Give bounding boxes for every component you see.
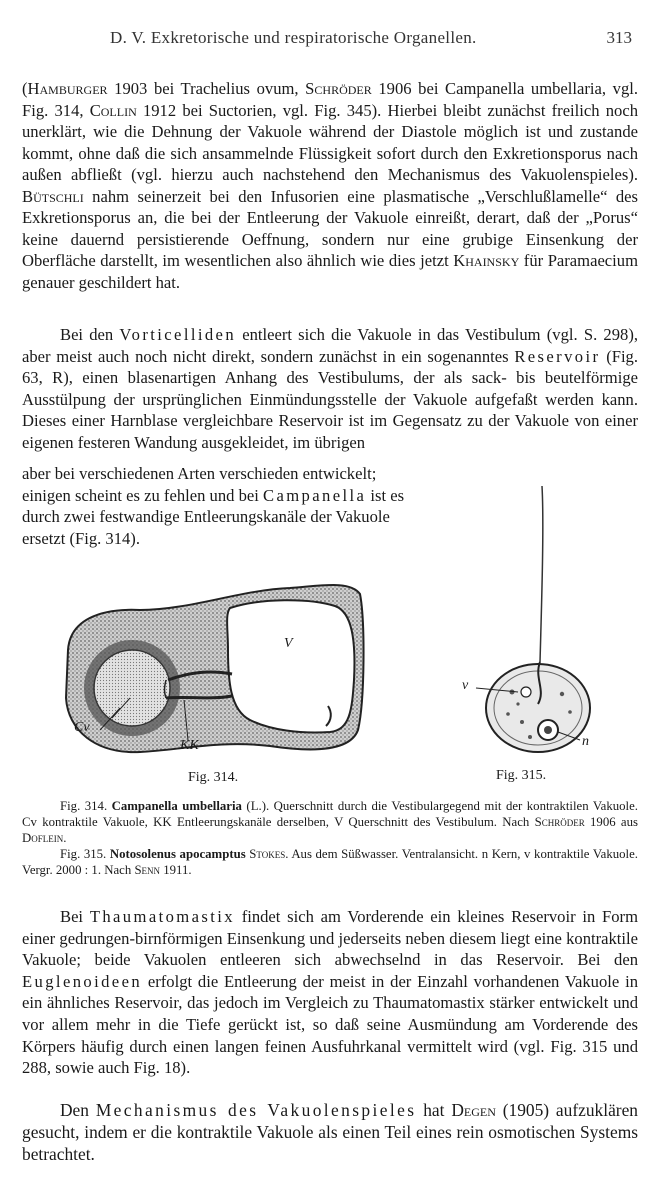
term-reservoir: Reservoir bbox=[514, 346, 601, 366]
paragraph-3-text: Bei Thaumatomastix findet sich am Vorderende ein kleines Reservoir in Form einer gedrungen-birnförmigen Einsenkung und jederseits neben diesem liegt eine kontraktile Vakuole; beide Vakuolen entleeren sich abwechselnd in das Reservoir. Bei den Euglenoideen erfolgt die Entleerung der meist in der Einzahl vorhandenen Vakuole in ein ähnliches Reservoir, das jedoch im Vergleich zu Thaumatomastix stärker entwickelt und vor allem mehr in die Tiefe gerückt ist, so daß seine Ausmündung am Vorderende des Körpers häufig durch einen langen feinen Ausfuhrkanal vermittelt wird (vgl. Fig. 315 und 288, sowie auch Fig. 18). bbox=[22, 907, 638, 1078]
figure-314-drawing bbox=[60, 580, 390, 760]
term-vorticelliden: Vorticelliden bbox=[119, 325, 237, 344]
author-collin: Collin bbox=[89, 100, 137, 120]
author-hamburger: Hamburger bbox=[27, 79, 108, 98]
paragraph-2-wrapped-text: aber bei verschiedenen Arten verschieden entwickelt; einigen scheint es zu fehlen und bei Campanella ist es durch zwei festwandige Entleerungskanäle der Vakuole ersetzt (Fig. 314). bbox=[22, 464, 405, 548]
term-thaumatomastix: Thaumatomastix bbox=[89, 907, 235, 926]
paragraph-2-text: Bei den Vorticelliden entleert sich die Vakuole in das Vestibulum (vgl. S. 298), aber meist auch noch nicht direkt, sondern zunächst in ein sogenanntes Reservoir (Fig. 63, R), einen blasenartigen Anhang des Vestibulums, der als sack- bis beutelförmige Ausstülpung der ursprünglichen Einmündungsstelle der Vakuole aufgefaßt werden kann. Dieses einer Harnblase vergleichbare Reservoir ist im Gegensatz zu der Vakuole von einer eigenen festeren Wandung ausgekleidet, im übrigen bbox=[22, 325, 639, 452]
figure-314 bbox=[60, 580, 390, 760]
figure-315 bbox=[442, 482, 602, 762]
figure-315-label: Fig. 315. bbox=[496, 768, 547, 783]
paragraph-1 bbox=[22, 78, 638, 293]
author-schroeder: Schröder bbox=[305, 79, 372, 98]
figure-314-label: Fig. 314. bbox=[188, 770, 239, 785]
caption-315 bbox=[22, 846, 638, 878]
fig314-label-Cv: Cv bbox=[74, 720, 90, 735]
figure-315-drawing bbox=[442, 482, 602, 762]
term-campanella: Campanella bbox=[263, 485, 367, 505]
author-degen: Degen bbox=[451, 1100, 496, 1120]
fig314-label-V: V bbox=[284, 636, 293, 651]
caption-314-species: Campanella umbellaria bbox=[111, 799, 242, 813]
author-khainsky: Khainsky bbox=[453, 251, 520, 270]
fig315-label-v: v bbox=[462, 678, 469, 693]
paragraph-1-text: (Hamburger 1903 bei Trachelius ovum, Schröder 1906 bei Campanella umbellaria, vgl. Fig. 314, Collin 1912 bei Suctorien, vgl. Fig. 345). Hierbei bleibt zunächst freilich noch unerklärt, wie die Dehnung der Vakuole während der Diastole möglich ist und zustande kommt, ohne daß die sich ansammelnde Flüssigkeit sofort durch den Exkretionsporus nach außen abfließt (vgl. hierzu auch nachstehend den Mechanismus des Vakuolenspieles). Bütschli nahm seinerzeit bei den Infusorien eine plasmatische „Verschlußlamelle“ des Exkretionsporus an, die bei der Entleerung der Vakuole einreißt, derart, daß der „Porus“ keine dauernd persistierende Oeffnung, sondern nur eine grubige Einsenkung der Oberfläche darstellt, im wesentlichen also ähnlich wie dies jetzt Khainsky für Paramaecium genauer geschildert hat. bbox=[22, 79, 638, 292]
term-euglenoideen: Euglenoideen bbox=[22, 971, 143, 991]
fig315-label-n: n bbox=[582, 734, 589, 749]
caption-315-text: Fig. 315. Notosolenus apocamptus Stokes. Aus dem Süßwasser. Ventralansicht. n Kern, v kontraktile Vakuole. Vergr. 2000 : 1. Nach Senn 1911. bbox=[22, 847, 638, 877]
running-title: D. V. Exkretorische und respiratorische Organellen. bbox=[110, 28, 477, 47]
page-number: 313 bbox=[606, 28, 632, 47]
running-header bbox=[24, 28, 636, 54]
caption-314-text: Fig. 314. Campanella umbellaria (L.). Querschnitt durch die Vestibulargegend mit der kontraktilen Vakuole. Cv kontraktile Vakuole, KK Entleerungskanäle derselben, V Querschnitt des Vestibulum. Nach Schröder 1906 aus Doflein. bbox=[22, 799, 638, 845]
fig314-label-KK: KK bbox=[180, 738, 199, 753]
paragraph-2-wrapped bbox=[22, 463, 406, 549]
caption-315-species: Notosolenus apocamptus bbox=[109, 847, 246, 861]
caption-314 bbox=[22, 798, 638, 846]
author-buetschli: Bütschli bbox=[22, 186, 84, 206]
paragraph-2 bbox=[22, 324, 638, 453]
term-mechanismus: Mechanismus des Vakuolenspieles bbox=[95, 1100, 417, 1120]
paragraph-3 bbox=[22, 906, 638, 1079]
paragraph-4-text: Den Mechanismus des Vakuolenspieles hat Degen (1905) aufzuklären gesucht, indem er die kontraktile Vakuole als einen Teil eines rein osmotischen Systems betrachtet. bbox=[22, 1100, 638, 1164]
paragraph-4 bbox=[22, 1099, 638, 1165]
